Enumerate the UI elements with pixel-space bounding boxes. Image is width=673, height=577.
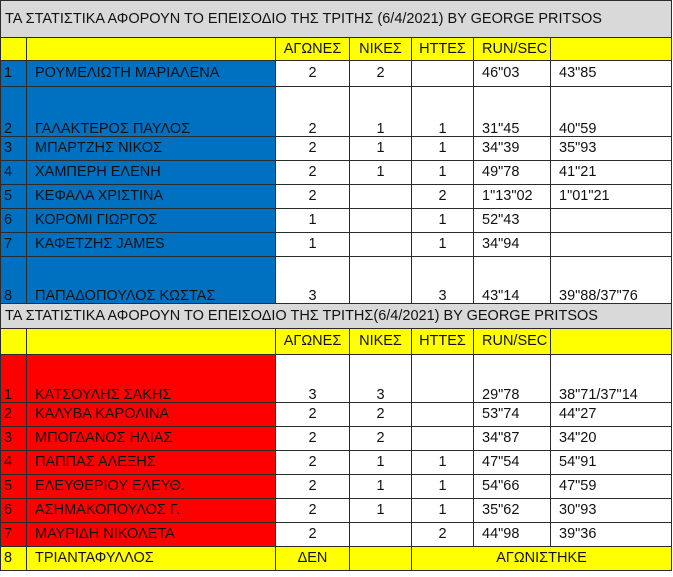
sec-time-cell: 1"01"21 — [551, 185, 672, 209]
player-name: ΑΣΗΜΑΚΟΠΟΥΛΟΣ Γ. — [27, 499, 276, 523]
run-time-cell: 52"43 — [474, 209, 551, 233]
games-cell: 2 — [276, 161, 350, 185]
table-row — [1, 161, 672, 185]
run-time-cell: 31"45 — [474, 87, 551, 137]
table-row — [1, 209, 672, 233]
wins-cell: 2 — [350, 427, 412, 451]
section-title-row — [1, 1, 672, 38]
run-time-cell: 1"13"02 — [474, 185, 551, 209]
losses-cell: 1 — [412, 87, 474, 137]
header-losses: ΗΤΤΕΣ — [412, 329, 474, 355]
losses-cell: 1 — [412, 475, 474, 499]
player-name: ΠΑΠΑΔΟΠΟΥΛΟΣ ΚΩΣΤΑΣ — [27, 257, 276, 304]
games-cell: 2 — [276, 475, 350, 499]
wins-cell — [350, 209, 412, 233]
row-number: 5 — [1, 475, 27, 499]
run-time-cell: 34"94 — [474, 233, 551, 257]
row-number: 3 — [1, 137, 27, 161]
games-cell: 1 — [276, 233, 350, 257]
row-number: 6 — [1, 499, 27, 523]
did-not-label: ΔΕΝ — [276, 547, 350, 571]
wins-cell: 1 — [350, 137, 412, 161]
losses-cell: 3 — [412, 257, 474, 304]
wins-cell: 2 — [350, 403, 412, 427]
games-cell: 2 — [276, 137, 350, 161]
header-runsec: RUN/SEC — [474, 38, 551, 61]
sec-time-cell: 40"59 — [551, 87, 672, 137]
sec-time-cell: 34"20 — [551, 427, 672, 451]
games-cell: 2 — [276, 523, 350, 547]
losses-cell: 1 — [412, 161, 474, 185]
row-number: 4 — [1, 451, 27, 475]
header-num — [1, 329, 27, 355]
sec-time-cell: 43"85 — [551, 61, 672, 87]
losses-cell — [412, 355, 474, 403]
table-row — [1, 427, 672, 451]
sec-time-cell: 39"88/37"76 — [551, 257, 672, 304]
player-name: ΚΟΡΟΜΙ ΓΙΩΡΓΟΣ — [27, 209, 276, 233]
header-losses: ΗΤΤΕΣ — [412, 38, 474, 61]
header-wins: ΝΙΚΕΣ — [350, 329, 412, 355]
player-name: ΠΑΠΠΑΣ ΑΛΕΞΗΣ — [27, 451, 276, 475]
wins-cell: 1 — [350, 451, 412, 475]
wins-cell — [350, 257, 412, 304]
player-name: ΤΡΙΑΝΤΑΦΥΛΛΟΣ — [27, 547, 276, 571]
table-row — [1, 137, 672, 161]
losses-cell: 1 — [412, 137, 474, 161]
empty-cell — [350, 547, 412, 571]
run-time-cell: 44"98 — [474, 523, 551, 547]
games-cell: 2 — [276, 499, 350, 523]
table-row — [1, 403, 672, 427]
row-number: 7 — [1, 523, 27, 547]
row-number: 5 — [1, 185, 27, 209]
player-name: ΚΑΤΣΟΥΛΗΣ ΣΑΚΗΣ — [27, 355, 276, 403]
losses-cell: 1 — [412, 233, 474, 257]
sec-time-cell: 41"21 — [551, 161, 672, 185]
games-cell: 3 — [276, 355, 350, 403]
losses-cell: 1 — [412, 451, 474, 475]
run-time-cell: 46"03 — [474, 61, 551, 87]
run-time-cell: 34"87 — [474, 427, 551, 451]
run-time-cell: 49"78 — [474, 161, 551, 185]
row-number: 6 — [1, 209, 27, 233]
row-number: 2 — [1, 403, 27, 427]
row-number: 2 — [1, 87, 27, 137]
wins-cell: 1 — [350, 499, 412, 523]
sec-time-cell: 39"36 — [551, 523, 672, 547]
player-name: ΚΑΦΕΤΖΗΣ JAMES — [27, 233, 276, 257]
losses-cell: 1 — [412, 499, 474, 523]
run-time-cell: 54"66 — [474, 475, 551, 499]
run-time-cell: 29"78 — [474, 355, 551, 403]
sec-time-cell: 35"93 — [551, 137, 672, 161]
header-row — [1, 329, 672, 355]
section-title: ΤΑ ΣΤΑΤΙΣΤΙΚΑ ΑΦΟΡΟΥΝ ΤΟ ΕΠΕΙΣΟΔΙΟ ΤΗΣ ΤΡΙΤΗΣ (6/4/2021) BY GEORGE PRITSOS — [1, 1, 672, 38]
games-cell: 2 — [276, 427, 350, 451]
sec-time-cell: 54"91 — [551, 451, 672, 475]
table-row — [1, 185, 672, 209]
sec-time-cell — [551, 233, 672, 257]
player-name: ΡΟΥΜΕΛΙΩΤΗ ΜΑΡΙΑΛΕΝΑ — [27, 61, 276, 87]
header-games: ΑΓΩΝΕΣ — [276, 329, 350, 355]
sec-time-cell: 38"71/37"14 — [551, 355, 672, 403]
header-wins: ΝΙΚΕΣ — [350, 38, 412, 61]
sec-time-cell — [551, 209, 672, 233]
table-row — [1, 499, 672, 523]
table-row — [1, 61, 672, 87]
table-row — [1, 355, 672, 403]
table-row — [1, 257, 672, 304]
losses-cell: 2 — [412, 185, 474, 209]
player-name: ΜΠΟΓΔΑΝΟΣ ΗΛΙΑΣ — [27, 427, 276, 451]
player-name: ΜΠΑΡΤΖΗΣ ΝΙΚΟΣ — [27, 137, 276, 161]
losses-cell — [412, 61, 474, 87]
sec-time-cell: 30"93 — [551, 499, 672, 523]
losses-cell — [412, 427, 474, 451]
sec-time-cell: 44"27 — [551, 403, 672, 427]
row-number: 4 — [1, 161, 27, 185]
games-cell: 2 — [276, 403, 350, 427]
wins-cell — [350, 233, 412, 257]
wins-cell: 3 — [350, 355, 412, 403]
table-row — [1, 451, 672, 475]
run-time-cell: 47"54 — [474, 451, 551, 475]
table-row-last — [1, 547, 672, 571]
row-number: 7 — [1, 233, 27, 257]
player-name: ΕΛΕΥΘΕΡΙΟΥ ΕΛΕΥΘ. — [27, 475, 276, 499]
row-number: 8 — [1, 257, 27, 304]
games-cell: 3 — [276, 257, 350, 304]
wins-cell — [350, 185, 412, 209]
losses-cell — [412, 403, 474, 427]
wins-cell: 1 — [350, 475, 412, 499]
header-games: ΑΓΩΝΕΣ — [276, 38, 350, 61]
row-number: 1 — [1, 355, 27, 403]
player-name: ΚΑΛΥΒΑ ΚΑΡΟΛΙΝΑ — [27, 403, 276, 427]
header-name — [27, 38, 276, 61]
row-number: 8 — [1, 547, 27, 571]
games-cell: 2 — [276, 61, 350, 87]
wins-cell — [350, 523, 412, 547]
header-runsec: RUN/SEC — [474, 329, 551, 355]
header-sec — [551, 329, 672, 355]
player-name: ΚΕΦΑΛΑ ΧΡΙΣΤΙΝΑ — [27, 185, 276, 209]
table-row — [1, 87, 672, 137]
run-time-cell: 34"39 — [474, 137, 551, 161]
sec-time-cell: 47"59 — [551, 475, 672, 499]
row-number: 3 — [1, 427, 27, 451]
table-row — [1, 523, 672, 547]
player-name: ΓΑΛΑΚΤΕΡΟΣ ΠΑΥΛΟΣ — [27, 87, 276, 137]
losses-cell: 1 — [412, 209, 474, 233]
games-cell: 2 — [276, 451, 350, 475]
header-num — [1, 38, 27, 61]
section-title: ΤΑ ΣΤΑΤΙΣΤΙΚΑ ΑΦΟΡΟΥΝ ΤΟ ΕΠΕΙΣΟΔΙΟ ΤΗΣ ΤΡΙΤΗΣ(6/4/2021) BY GEORGE PRITSOS — [1, 304, 672, 329]
run-time-cell: 43"14 — [474, 257, 551, 304]
header-row — [1, 38, 672, 61]
table-row — [1, 475, 672, 499]
row-number: 1 — [1, 61, 27, 87]
losses-cell: 2 — [412, 523, 474, 547]
player-name: ΜΑΥΡΙΔΗ ΝΙΚΟΛΕΤΑ — [27, 523, 276, 547]
wins-cell: 1 — [350, 161, 412, 185]
table-row — [1, 233, 672, 257]
header-name — [27, 329, 276, 355]
header-sec — [551, 38, 672, 61]
run-time-cell: 35"62 — [474, 499, 551, 523]
wins-cell: 1 — [350, 87, 412, 137]
did-not-compete-label: ΑΓΩΝΙΣΤΗΚΕ — [412, 547, 672, 571]
wins-cell: 2 — [350, 61, 412, 87]
player-name: ΧΑΜΠΕΡΗ ΕΛΕΝΗ — [27, 161, 276, 185]
section-title-row — [1, 304, 672, 329]
run-time-cell: 53"74 — [474, 403, 551, 427]
games-cell: 2 — [276, 87, 350, 137]
games-cell: 2 — [276, 185, 350, 209]
games-cell: 1 — [276, 209, 350, 233]
